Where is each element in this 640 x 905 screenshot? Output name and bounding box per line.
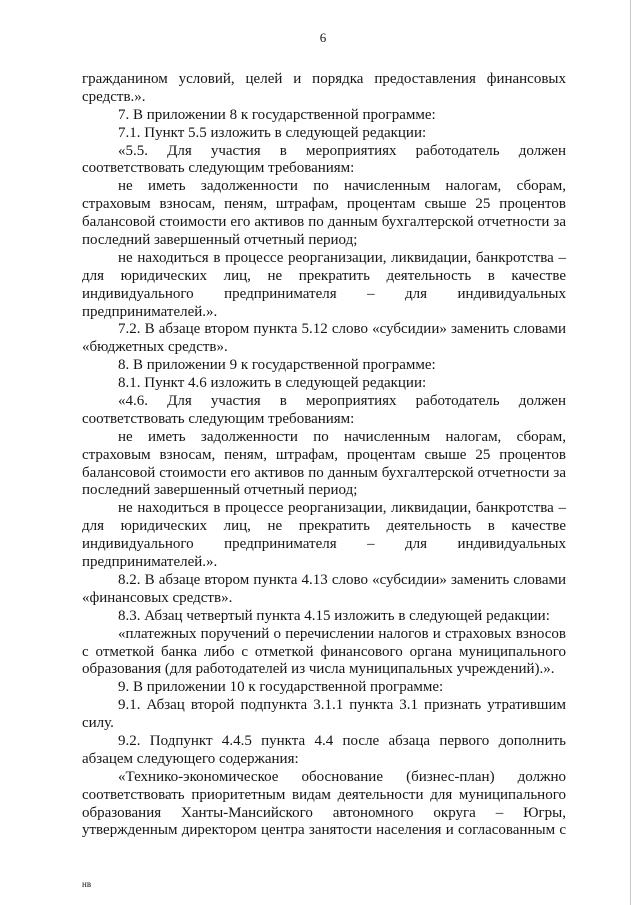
text-line: «Технико-экономическое обоснование (бизнес-план) должно <box>118 768 566 785</box>
text-line: 8.3. Абзац четвертый пункта 4.15 изложить в следующей редакции: <box>118 607 550 624</box>
text-line: балансовой стоимости его активов по данным бухгалтерской отчетности за <box>82 214 566 231</box>
text-line: образования Ханты-Мансийского автономного округа – Югры, <box>82 804 566 821</box>
document-body <box>82 71 566 840</box>
paragraph <box>82 500 566 572</box>
text-line: образования (для работодателей из числа муниципальных учреждений).». <box>82 661 555 678</box>
text-line: «5.5. Для участия в мероприятиях работодатель должен <box>118 142 566 159</box>
text-line: «бюджетных средств». <box>82 339 228 356</box>
text-line: 9. В приложении 10 к государственной программе: <box>118 679 444 696</box>
text-line: 9.2. Подпункт 4.4.5 пункта 4.4 после абзаца первого дополнить <box>118 732 566 749</box>
text-line: страховым взносам, пеням, штрафам, процентам свыше 25 процентов <box>82 196 566 213</box>
paragraph <box>82 697 566 733</box>
text-line: утвержденным директором центра занятости населения и согласованным с <box>82 822 566 839</box>
text-line: 7.2. В абзаце втором пункта 5.12 слово «субсидии» заменить словами <box>118 321 566 338</box>
text-line: «4.6. Для участия в мероприятиях работодатель должен <box>118 393 566 410</box>
text-line: предпринимателей.». <box>82 303 218 320</box>
text-line: для юридических лиц, не прекратить деятельность в качестве <box>82 267 566 284</box>
paragraph <box>82 733 566 769</box>
footer-mark: нв <box>82 879 92 889</box>
paragraph <box>82 375 566 393</box>
text-line: индивидуального предпринимателя – для индивидуальных <box>82 285 566 302</box>
paragraph <box>82 178 566 250</box>
text-line: не иметь задолженности по начисленным налогам, сборам, <box>118 428 566 445</box>
text-line: 8.2. В абзаце втором пункта 4.13 слово «субсидии» заменить словами <box>118 571 566 588</box>
text-line: с отметкой банка либо с отметкой финансового органа муниципального <box>82 643 566 660</box>
paragraph <box>82 357 566 375</box>
text-line: соответствовать следующим требованиям: <box>82 160 355 177</box>
text-line: абзацем следующего содержания: <box>82 750 299 767</box>
paragraph <box>82 429 566 501</box>
paragraph <box>82 769 566 841</box>
paragraph <box>82 107 566 125</box>
text-line: силу. <box>82 715 114 732</box>
scan-edge-line <box>630 0 631 905</box>
page-number: 6 <box>319 30 327 45</box>
text-line: «финансовых средств». <box>82 589 233 606</box>
paragraph <box>82 125 566 143</box>
text-line: не находиться в процессе реорганизации, ликвидации, банкротства – <box>118 500 566 517</box>
paragraph <box>82 572 566 608</box>
text-line: страховым взносам, пеням, штрафам, процентам свыше 25 процентов <box>82 446 566 463</box>
paragraph <box>82 321 566 357</box>
text-line: последний завершенный отчетный период; <box>82 482 358 499</box>
paragraph <box>82 71 566 107</box>
text-line: 7.1. Пункт 5.5 изложить в следующей редакции: <box>118 124 427 141</box>
text-line: 8. В приложении 9 к государственной программе: <box>118 357 436 374</box>
text-line: 9.1. Абзац второй подпункта 3.1.1 пункта 3.1 признать утратившим <box>118 697 566 714</box>
paragraph <box>82 393 566 429</box>
paragraph <box>82 250 566 322</box>
paragraph <box>82 608 566 626</box>
paragraph <box>82 679 566 697</box>
text-line: балансовой стоимости его активов по данным бухгалтерской отчетности за <box>82 464 566 481</box>
text-line: соответствовать следующим требованиям: <box>82 410 355 427</box>
text-line: средств.». <box>82 88 146 105</box>
text-line: соответствовать приоритетным видам деятельности для муниципального <box>82 786 566 803</box>
text-line: не иметь задолженности по начисленным налогам, сборам, <box>118 178 566 195</box>
text-line: гражданином условий, целей и порядка предоставления финансовых <box>82 71 566 87</box>
text-line: «платежных поручений о перечислении налогов и страховых взносов <box>118 625 566 642</box>
text-line: 7. В приложении 8 к государственной программе: <box>118 106 436 123</box>
text-line: для юридических лиц, не прекратить деятельность в качестве <box>82 518 566 535</box>
text-line: индивидуального предпринимателя – для индивидуальных <box>82 536 566 553</box>
text-line: последний завершенный отчетный период; <box>82 232 358 249</box>
paragraph <box>82 143 566 179</box>
text-line: не находиться в процессе реорганизации, ликвидации, банкротства – <box>118 249 566 266</box>
text-line: 8.1. Пункт 4.6 изложить в следующей редакции: <box>118 375 427 392</box>
paragraph <box>82 626 566 680</box>
text-line: предпринимателей.». <box>82 554 218 571</box>
